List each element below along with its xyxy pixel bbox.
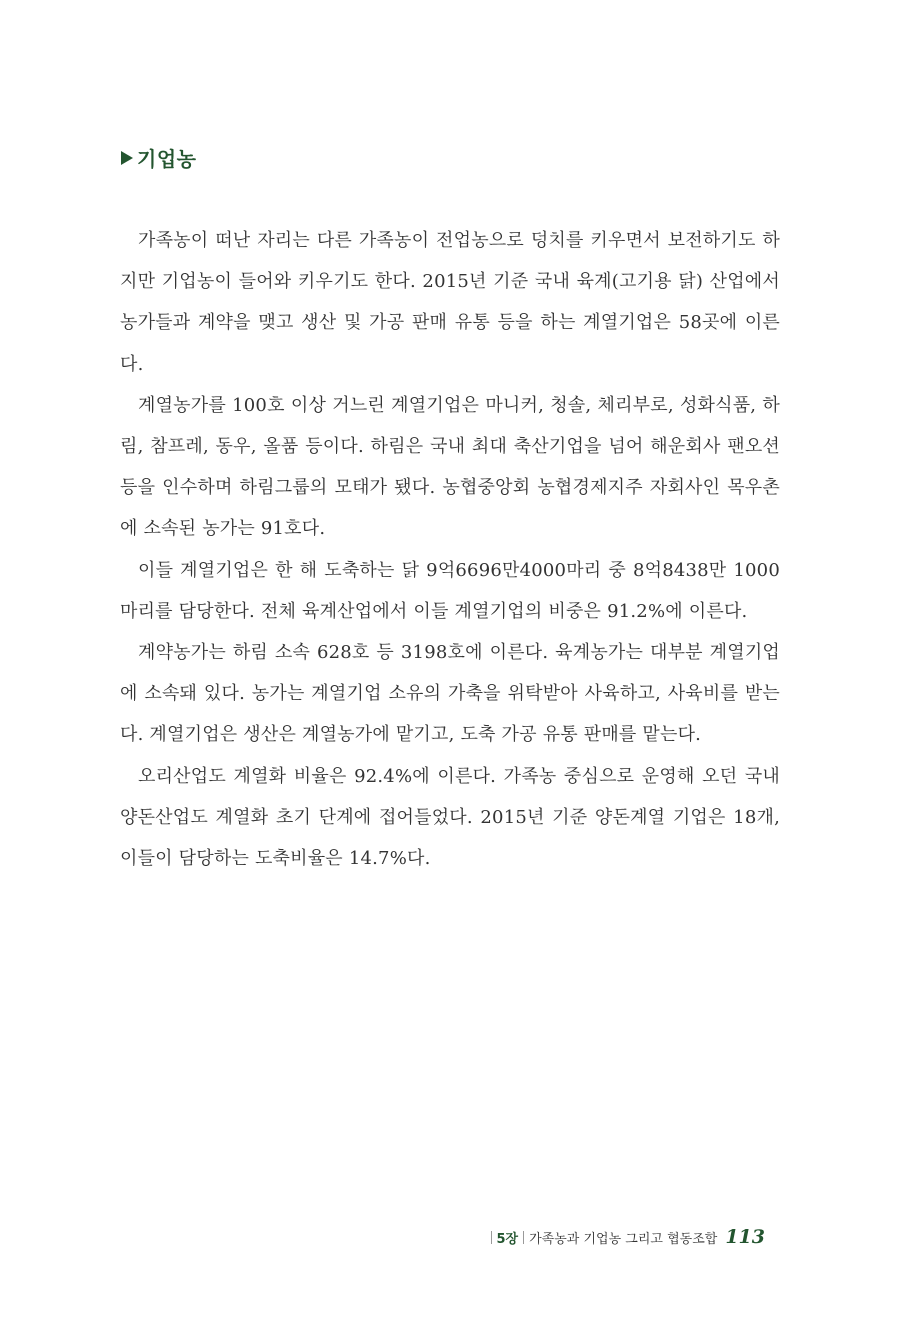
footer-divider	[491, 1231, 492, 1244]
section-heading	[121, 143, 196, 172]
chapter-title: 가족농과 기업농 그리고 협동조합	[529, 1231, 718, 1247]
paragraph-1: 가족농이 떠난 자리는 다른 가족농이 전업농으로 덩치를 키우면서 보전하기도 하지만 기업농이 들어와 키우기도 한다. 2015년 기준 국내 육계(고기용 닭) 산업에서 농가들과 계약을 맺고 생산 및 가공 판매 유통 등을 하는 계열기업은 58곳에 이른다.	[120, 230, 780, 375]
paragraph-2: 계열농가를 100호 이상 거느린 계열기업은 마니커, 청솔, 체리부로, 성화식품, 하림, 참프레, 동우, 올품 등이다. 하림은 국내 최대 축산기업을 넘어 해운회사 팬오션 등을 인수하며 하림그룹의 모태가 됐다. 농협중앙회 농협경제지주 자회사인 목우촌에 소속된 농가는 91호다.	[120, 394, 780, 540]
triangle-right-icon	[121, 151, 133, 165]
footer-divider	[523, 1231, 524, 1244]
page-number: 113	[725, 1226, 765, 1248]
chapter-label: 5장	[496, 1231, 519, 1247]
paragraph-4: 계약농가는 하림 소속 628호 등 3198호에 이른다. 육계농가는 대부분 계열기업에 소속돼 있다. 농가는 계열기업 소유의 가축을 위탁받아 사육하고, 사육비를 받는다. 계열기업은 생산은 계열농가에 맡기고, 도축 가공 유통 판매를 맡는다.	[120, 642, 780, 746]
paragraph-3: 이들 계열기업은 한 해 도축하는 닭 9억6696만4000마리 중 8억8438만 1000마리를 담당한다. 전체 육계산업에서 이들 계열기업의 비중은 91.2%에 이른다.	[120, 559, 780, 622]
section-title: 기업농	[137, 147, 197, 171]
paragraph-5: 오리산업도 계열화 비율은 92.4%에 이른다. 가족농 중심으로 운영해 오던 국내 양돈산업도 계열화 초기 단계에 접어들었다. 2015년 기준 양돈계열 기업은 18개, 이들이 담당하는 도축비율은 14.7%다.	[120, 765, 780, 870]
body-text	[120, 220, 780, 879]
page-footer	[486, 1226, 766, 1248]
